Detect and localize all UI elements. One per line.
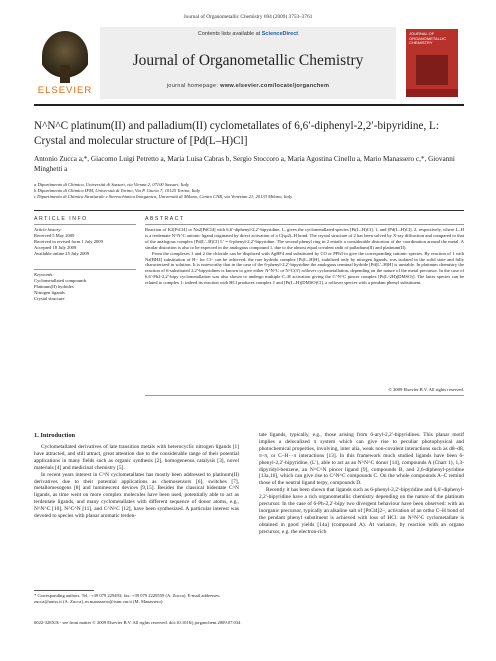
abstract-rule	[145, 224, 464, 225]
affiliation-b: b Dipartimento di Chimica IFM, Università di Torino, Via P. Giuria 7, 10125 Torino, Italy	[34, 187, 201, 193]
introduction-heading: 1. Introduction	[34, 432, 76, 439]
cover-title: JOURNAL OF ORGANOMETALLIC CHEMISTRY	[409, 31, 447, 46]
article-info-heading: ARTICLE INFO	[34, 216, 88, 222]
keyword-item: Cyclometallated compounds	[34, 277, 87, 283]
author-list: Antonio Zucca a,*, Giacomo Luigi Petretto a, Maria Luisa Cabras b, Sergio Stoccoro a, Maria Agostina Cinellu a, Mario Manassero c,*, Giovanni Minghetti a	[34, 155, 455, 173]
journal-title: Journal of Organometallic Chemistry	[132, 52, 364, 69]
copyright: © 2009 Elsevier B.V. All rights reserved.	[388, 387, 464, 392]
running-head: Journal of Organometallic Chemistry 694 (2009) 3753–3761	[183, 14, 313, 20]
history-label: Article history:	[34, 227, 62, 232]
keyword-item: Crystal structure	[34, 295, 65, 301]
article-history	[34, 227, 144, 257]
journal-cover-thumbnail[interactable]	[400, 27, 464, 99]
contents-line	[100, 31, 396, 37]
contents-prefix: Contents lists available at	[197, 31, 262, 37]
cover-graphic	[416, 55, 448, 85]
cover-image	[406, 29, 458, 97]
body-paragraph: Cyclometallated derivatives of late transition metals with heterocyclic nitrogen ligands [1] have attracted, and still attract, great attention due to the considerable range of their potential applications in many fields such as organic synthesis [2], homogeneous catalysis [3], novel materials [4] and medicinal chemistry [5].	[34, 444, 239, 471]
article-title: N^N^C platinum(II) and palladium(II) cyclometallates of 6,6′-diphenyl-2,2′-bipyridine, L: Crystal and molecular structure of [Pd(L–H)Cl]	[34, 120, 439, 147]
header-divider	[34, 104, 464, 106]
journal-banner	[100, 27, 396, 99]
publisher-logo-text: ELSEVIER	[37, 85, 93, 96]
homepage-prefix: journal homepage:	[166, 83, 221, 89]
keywords-label: Keywords:	[34, 272, 54, 277]
homepage-line	[100, 83, 396, 89]
sciencedirect-link[interactable]: ScienceDirect	[261, 31, 299, 37]
corresponding-author-footnote: * Corresponding authors. Tel.: +39 079 229493; fax: +39 079 2229559 (A. Zucca). E-mail addresses: zucca@uniss.it (A. Zucca), m.manassero@istm.cnr.it (M. Manassero).	[34, 593, 221, 604]
keyword-item: Platinum(II) hydrides	[34, 283, 74, 289]
abstract-paragraph-2: From the complexes 1 and 2 the chloride can be displaced with AgBF4 and substituted by CO or PPh3 to give the corresponding cationic species. By reaction of 1 with Na[BH4] substitution of H− for Cl− can be achieved: the rare hydrido complex [Pt(L–H)H], stabilized only by nitrogen ligands, was isolated in the solid state and fully characterized in solution. It is noteworthy that in the case of the 6-phenyl-2,2′-bipyridine the analogous terminal hydride [Pd(L′–H)H] is unstable. In platinum chemistry the reaction of 6-substituted 2,2′-bipyridines is known to give either N^N^C or N^C(3′) rollover cyclometallation, depending on the nature of the metal precursor. In the case of 6,6′-Ph2-2,2′-bipy cyclometallation was also shown to undergo multiple C–H activation giving the C^N^C pincer complex [Pt(L-2H)(DMSO)]. The latter species can be related to complex 1: indeed its reaction with HCl produces complex 1 and [Pt(L–H)(DMSO)Cl], a rollover species with a pendant phenyl substituent.	[145, 250, 464, 286]
abstract-paragraph-1: Reaction of K2[PtCl4] or Na2[PdCl4] with 6,6′-diphenyl-2,2′-bipyridine, L, gives the cyclometallated species [Pt(L–H)Cl], 1, and [Pd(L–H)Cl], 2, respectively, where L–H is a terdentate N^N^C anionic ligand originated by direct activation of a C(sp2)–H bond. The crystal structure of 2 has been solved by X-ray diffraction and compared to that of the analogous complex [Pd(L′–H)Cl] L′ = 6-phenyl-2,2′-bipyridine. The second phenyl ring in 2 entails a considerable distortion of the coordination around the metal. A similar distortion is also to be expected in the analogous compound 1, due to the almost equal covalent radii of palladium(II) and platinum(II).	[145, 227, 464, 250]
keywords-rule	[34, 269, 136, 270]
article-info-rule	[34, 224, 136, 225]
body-column-left	[34, 444, 239, 520]
body-paragraph: tate ligands, typically, e.g., those arising from 6-aryl-2,2′-bipyridines. This planar motif implies a delocalized π system which can give rise to peculiar photophysical and photochemical properties, involving, inter alia, weak non-covalent interactions such as d8–d8, π–π, or C–H···π interactions [13]. In this framework much studied ligands have been 6-phenyl-2,2′-bipyridine, (L′), able to act as an N^N^C donor [14], compounds A (Chart 1), 1,3-dipyridyl-benzene, an N^C^N pincer ligand [9], compounds B, and 2,6-diphenyl-pyridine [13a,16], which can give rise to C^N^C compounds C. On the whole compounds A–C remind those of the neutral ligand terpy, compounds D.	[259, 432, 464, 487]
journal-header	[34, 27, 464, 99]
section-divider	[34, 210, 464, 211]
keyword-item: Nitrogen ligands	[34, 289, 65, 295]
affiliations	[34, 182, 464, 200]
affiliation-c: c Dipartimento di Chimica Strutturale e Stereochimica Inorganica, Università di Milano, Centro CNR, via Venezian 21, 20133 Milano, Italy	[34, 193, 293, 199]
body-paragraph: Recently it has been shown that ligands such as 6-phenyl-2,2′-bipyridine and 6,6′-diphenyl-2,2′-bipyridine have a rich organometallic chemistry depending on the nature of the platinum precursor. In the case of 6-Ph-2,2′-bipy two divergent behaviour have been observed: with an inorganic precursor, typically an alkaline salt of [PtCl4]2−, activation of an ortho C–H bond of the pendant phenyl substituent is achieved with loss of HCl: an N^N^C cyclometallate is obtained in good yields [14a] (compound A). At variance, by reaction with an organo precursor, e.g. the electron-rich	[259, 487, 464, 535]
body-column-right	[259, 432, 464, 536]
abstract-heading: ABSTRACT	[145, 216, 185, 222]
elsevier-logo[interactable]	[34, 27, 96, 99]
history-online: Available online 25 July 2009	[34, 250, 90, 256]
tree-trunk	[60, 65, 70, 83]
footnote-rule	[34, 590, 94, 591]
history-received: Received 5 May 2009	[34, 232, 75, 238]
cover-strip	[406, 89, 458, 97]
history-accepted: Accepted 18 July 2009	[34, 244, 77, 250]
abstract-text	[145, 227, 464, 286]
affiliation-a: a Dipartimento di Chimica, Università di Sassari, via Vienna 2, 07100 Sassari, Italy	[34, 182, 190, 187]
history-revised: Received in revised form 1 July 2009	[34, 238, 103, 244]
body-paragraph: In recent years interest in C^N cyclometallates has mostly been addressed to platinum(II) derivatives due to their potential applications as chemosensors [6], switches [7], metallomesogens [8] and luminescent devices [9,15]. Besides the classical bidentate C^N ligands, as time went on more complex molecules have been used, potentially able to act as terdentate ligands, and many cyclometallates with different sequence of donor atoms, e.g., N^N^C [10], N^C^N [11], and C^N^C [12], have been synthesized. A particular interest was devoted to species with planar aromatic terden-	[34, 471, 239, 520]
keywords	[34, 272, 144, 302]
abstract-bottom-rule	[145, 395, 464, 396]
homepage-link[interactable]: www.elsevier.com/locate/jorganchem	[220, 83, 330, 89]
front-matter-doi[interactable]: 0022-328X/$ - see front matter © 2009 Elsevier B.V. All rights reserved. doi:10.1016/j.jorganchem.2009.07.034	[34, 620, 241, 625]
